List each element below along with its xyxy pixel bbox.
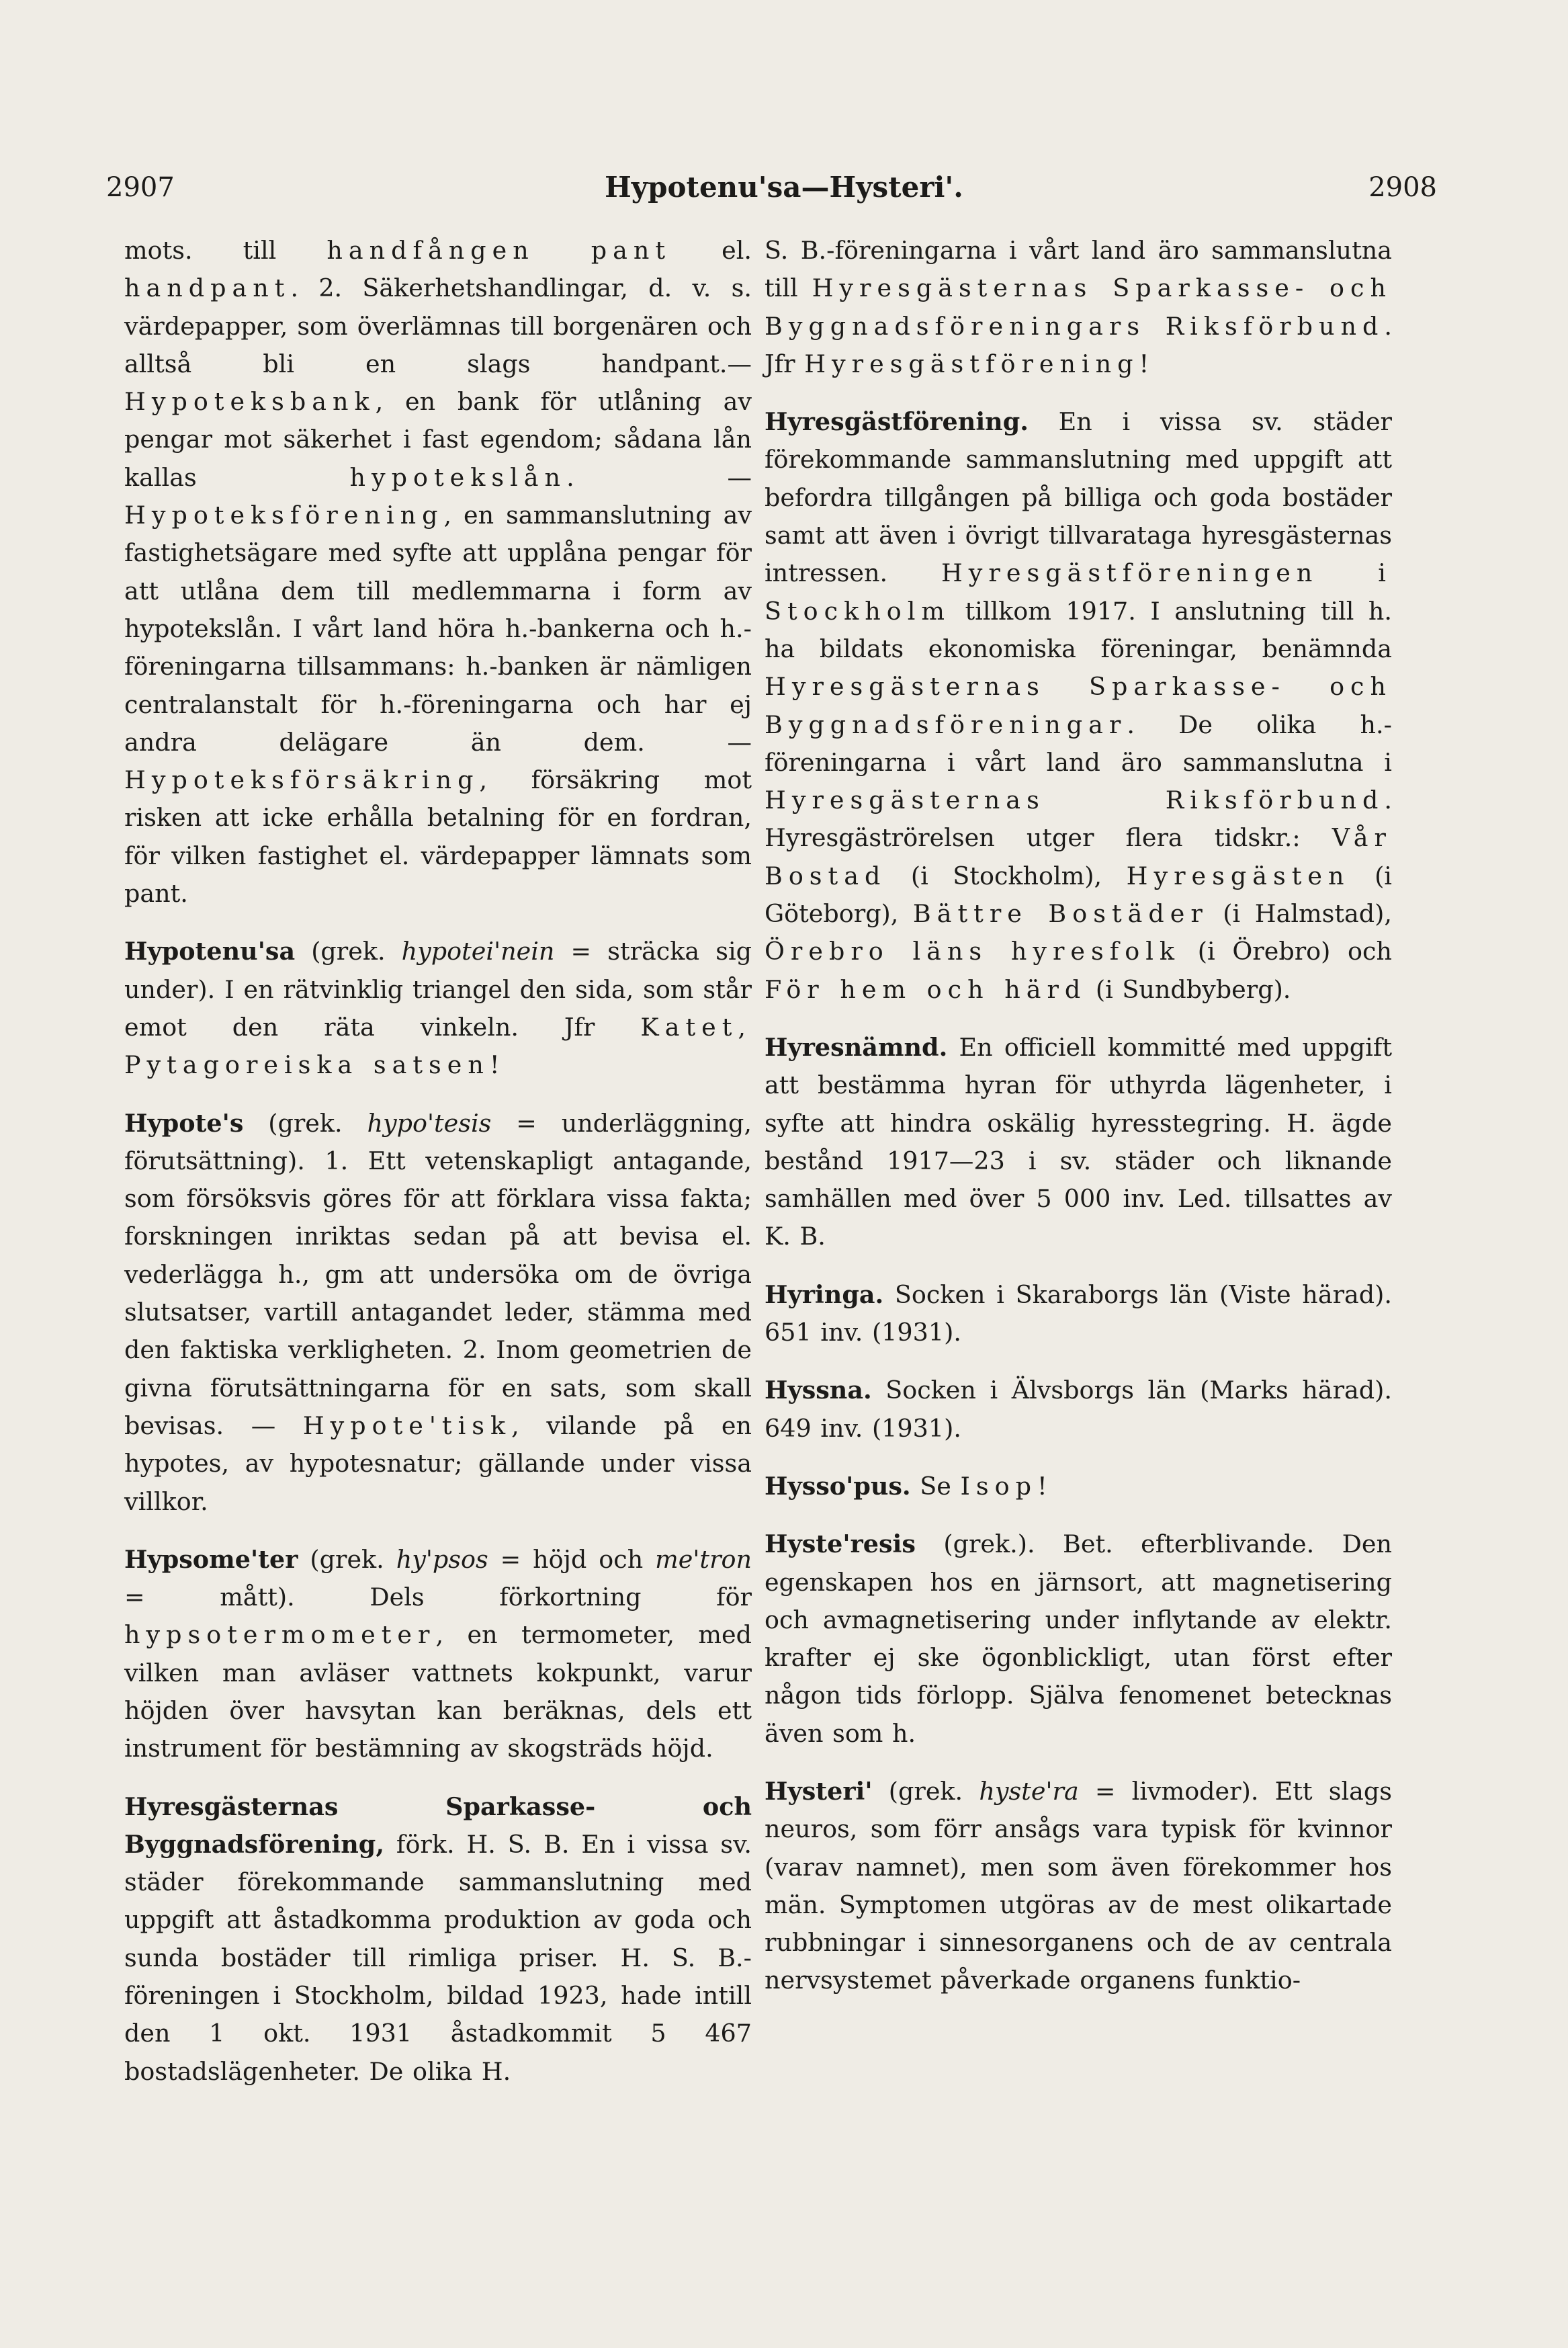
- italic-term: hypotei'nein: [401, 937, 555, 966]
- text: , en bank för utlåning av pengar mot säkerhet i fast egendom; sådana lån kallas: [124, 387, 752, 492]
- spaced-term: Hyresgästförening: [804, 349, 1139, 378]
- headword: Hyssna.: [765, 1376, 872, 1405]
- text: = sträcka sig under). I en rätvinklig triangel den sida, som står emot den räta vinkeln. Jfr: [124, 937, 752, 1042]
- spaced-term: Hypoteksförsäkring: [124, 765, 480, 795]
- spaced-term: Hyresgästen: [1126, 861, 1350, 890]
- spaced-term: Bättre Bostäder: [912, 899, 1209, 929]
- spaced-term: hypsotermometer: [124, 1620, 436, 1650]
- spaced-term: För hem och härd: [765, 974, 1087, 1004]
- text: En i vissa sv. städer förekommande sammanslutning med uppgift att befordra tillgången på billiga och goda bostäder samt att även i övrigt tillvarataga hyresgästernas intressen.: [765, 407, 1392, 588]
- text: !: [1139, 349, 1149, 378]
- entry-hyresnamnd: [765, 1029, 1392, 1256]
- spaced-term: Katet, Pytagoreiska satsen: [124, 1012, 752, 1080]
- text: tillkom 1917. I anslutning till h. ha bildats ekonomiska föreningar, benämnda: [765, 596, 1392, 663]
- text: = mått). Dels förkortning för: [124, 1583, 752, 1612]
- running-title: Hypotenu'sa—Hysteri'.: [605, 171, 963, 204]
- text: (i Stockholm),: [886, 861, 1127, 890]
- spaced-term: handpant: [124, 274, 291, 303]
- text: (i Göteborg),: [765, 861, 1392, 929]
- text: Se: [910, 1471, 961, 1501]
- entry-hyssna: [765, 1372, 1392, 1448]
- text: . Hyresgäströrelsen utger flera tidskr.:: [765, 786, 1392, 853]
- headword: Hypote's: [124, 1108, 244, 1138]
- text: = underläggning, förutsättning). 1. Ett vetenskapligt antagande, som försöksvis göres för att förklara vissa fakta; forskningen inriktas sedan på att bevisa el. vederlägga h., gm att undersöka om de övriga slutsatser, vartill antagandet leder, stämma med den faktiska verkligheten. 2. Inom geometrien de givna förutsättningarna för en sats, som skall bevisas. —: [124, 1108, 752, 1440]
- right-page-number: 2908: [1368, 172, 1437, 203]
- spaced-term: hypotekslån: [349, 462, 567, 492]
- entry-hysteresis: [765, 1525, 1392, 1753]
- text: !: [1037, 1471, 1047, 1501]
- headword: Hyresnämnd.: [765, 1032, 948, 1062]
- text: . 2. Säkerhetshandlingar, d. v. s. värdepapper, som överlämnas till borgenären och alltså bli en slags handpant.—: [124, 274, 752, 378]
- text: (grek.: [243, 1108, 367, 1138]
- spaced-term: Isop: [960, 1471, 1037, 1501]
- text: . De olika h.-föreningarna i vårt land äro sammanslutna i: [765, 710, 1392, 777]
- spaced-term: Hyresgästernas Sparkasse- och Byggnadsföreningars Riksförbund: [765, 274, 1392, 341]
- headword: Hyste'resis: [765, 1529, 916, 1559]
- text: !: [489, 1050, 500, 1080]
- headword: Hyresgästernas Sparkasse- och Byggnadsförening,: [124, 1792, 752, 1859]
- text: (i Halmstad),: [1208, 899, 1392, 929]
- headword: Hysteri': [765, 1776, 873, 1806]
- italic-term: me'tron: [655, 1544, 752, 1574]
- spaced-term: Hyresgästernas Riksförbund: [765, 786, 1385, 815]
- spaced-term: Hypoteksförening: [124, 501, 444, 530]
- entry-hypotes: [124, 1105, 752, 1521]
- text: Socken i Skaraborgs län (Viste härad). 651 inv. (1931).: [765, 1280, 1392, 1347]
- entry-handpant-cont: [124, 232, 752, 913]
- entry-hysteri: [765, 1773, 1392, 2000]
- spaced-term: handfången pant: [326, 236, 672, 265]
- spaced-term: Hyresgästernas Sparkasse- och Byggnadsföreningar: [765, 672, 1392, 739]
- italic-term: hypo'tesis: [367, 1108, 492, 1138]
- headword: Hysso'pus.: [765, 1471, 911, 1501]
- text: En officiell kommitté med uppgift att bestämma hyran för uthyrda lägenheter, i syfte att hindra oskälig hyresstegring. H. ägde bestånd 1917—23 i sv. städer och liknande samhällen med över 5 000 inv. Led. tillsattes av K. B.: [765, 1032, 1392, 1251]
- text: (i Sundbyberg).: [1086, 974, 1291, 1004]
- text: = livmoder). Ett slags neuros, som förr ansågs vara typisk för kvinnor (varav namnet), men som även förekommer hos män. Symptomen utgöras av de mest olikartade rubbningar i sinnesorganens och de av centrala nervsystemet påverkade organens funktio-: [765, 1776, 1393, 1995]
- text: Socken i Älvsborgs län (Marks härad). 649 inv. (1931).: [765, 1376, 1392, 1443]
- left-page-number: 2907: [106, 172, 175, 203]
- text: förk. H. S. B. En i vissa sv. städer förekommande sammanslutning med uppgift att åstadkomma produktion av goda och sunda bostäder till rimliga priser. H. S. B.-föreningen i Stockholm, bildad 1923, hade intill den 1 okt. 1931 åstadkommit 5 467 bostadslägenheter. De olika H.: [124, 1829, 752, 2086]
- headword: Hypotenu'sa: [124, 937, 296, 966]
- text: (grek.: [295, 937, 402, 966]
- text: S. B.-föreningarna i vårt land äro sammanslutna till: [765, 236, 1392, 303]
- left-column: [124, 232, 752, 2111]
- text: el.: [671, 236, 752, 265]
- spaced-term: Hyresgästföreningen i Stockholm: [765, 558, 1392, 626]
- entry-hyresgasternas-sparkasse: [124, 1788, 752, 2091]
- italic-term: hyste'ra: [979, 1776, 1079, 1806]
- entry-hsb-cont: [765, 232, 1392, 383]
- text: . —: [566, 462, 752, 492]
- italic-term: hy'psos: [396, 1544, 488, 1574]
- text: (i Örebro) och: [1180, 937, 1392, 966]
- spaced-term: Hypoteksbank: [124, 387, 376, 417]
- spaced-term: Hypote'tisk: [302, 1411, 512, 1440]
- text: , en sammanslutning av fastighetsägare med syfte att upplåna pengar för att utlåna dem till medlemmarna i form av hypotekslån. I vårt land höra h.-bankerna och h.-föreningarna tillsammans: h.-banken är nämligen centralanstalt för h.-föreningarna och har ej andra delägare än dem. —: [124, 501, 752, 757]
- entry-hypsometer: [124, 1541, 752, 1768]
- text: (grek.: [872, 1776, 979, 1806]
- headword: Hyringa.: [765, 1280, 884, 1309]
- text: , vilande på en hypotes, av hypotesnatur; gällande under vissa villkor.: [124, 1411, 752, 1516]
- headword: Hypsome'ter: [124, 1544, 298, 1574]
- text: . Jfr: [765, 311, 1392, 378]
- entry-hyssopus: [765, 1468, 1392, 1505]
- entry-hyringa: [765, 1276, 1392, 1352]
- text: , försäkring mot risken att icke erhålla betalning för en fordran, för vilken fastighet el. värdepapper lämnats som pant.: [124, 765, 752, 909]
- text: , en termometer, med vilken man avläser vattnets kokpunkt, varur höjden över havsytan kan beräknas, dels ett instrument för bestämning av skogsträds höjd.: [124, 1620, 752, 1763]
- entry-hyresgastforening: [765, 403, 1392, 1009]
- text: (grek.: [298, 1544, 396, 1574]
- text: (grek.). Bet. efterblivande. Den egenskapen hos en järnsort, att magnetisering och avmagnetisering under inflytande av elektr. krafter ej ske ögonblickligt, utan först efter någon tids förlopp. Själva fenomenet betecknas även som h.: [765, 1529, 1392, 1748]
- headword: Hyresgästförening.: [765, 407, 1029, 437]
- spaced-term: Vår Bostad: [765, 823, 1392, 890]
- spaced-term: Örebro läns hyresfolk: [765, 937, 1181, 966]
- text: = höjd och: [488, 1544, 656, 1574]
- text: mots. till: [124, 236, 327, 265]
- right-column: [765, 232, 1392, 2020]
- entry-hypotenusa: [124, 933, 752, 1084]
